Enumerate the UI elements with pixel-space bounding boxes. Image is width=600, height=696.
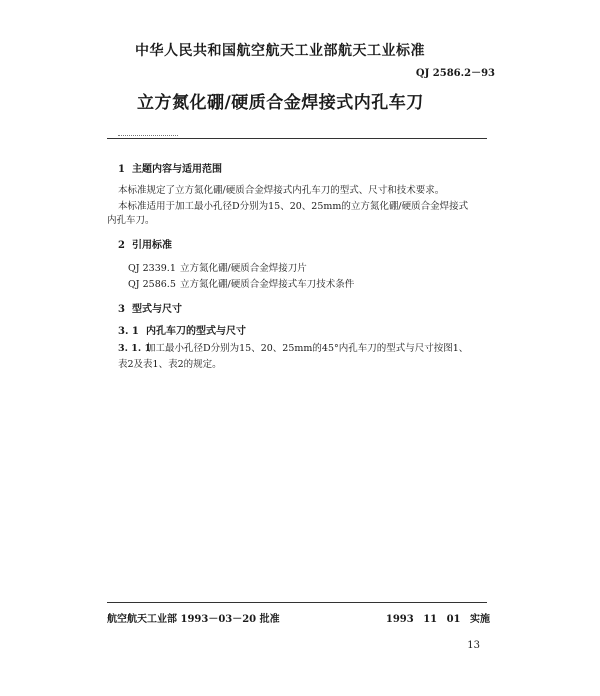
reference-code: QJ 2339.1: [128, 263, 176, 274]
clause-3-1-1-text: 加工最小孔径D分别为15、20、25mm的45°内孔车刀的型式与尺寸按图1、: [146, 343, 469, 354]
section-3-title: 型式与尺寸: [132, 304, 182, 315]
section-2-title: 引用标准: [132, 240, 172, 251]
approval-date: 航空航天工业部 1993－03－20 批准: [107, 614, 280, 625]
section-1-para2-line2: 内孔车刀。: [107, 215, 155, 226]
section-1-para2-line1: 本标准适用于加工最小孔径D分别为15、20、25mm的立方氮化硼/硬质合金焊接式: [118, 201, 469, 212]
section-3-heading: [118, 300, 182, 315]
section-2-number: 2: [118, 240, 125, 251]
reference-title: 立方氮化硼/硬质合金焊接刀片: [180, 263, 307, 274]
page-number: 13: [467, 640, 480, 651]
subsection-3-1-number: 3. 1: [118, 326, 139, 337]
clause-3-1-1-number: 3. 1. 1: [118, 343, 152, 354]
section-1-number: 1: [118, 164, 125, 175]
implementation-date: 1993 11 01 实施: [385, 614, 490, 625]
section-3-number: 3: [118, 304, 125, 315]
subsection-3-1-heading: [118, 322, 246, 337]
section-1-heading: [118, 160, 222, 175]
subsection-3-1-title: 内孔车刀的型式与尺寸: [146, 326, 246, 337]
reference-item: [128, 276, 354, 290]
reference-code: QJ 2586.5: [128, 279, 176, 290]
reference-item: [128, 260, 307, 274]
clause-3-1-1-line1: [118, 340, 468, 354]
section-2-heading: [118, 236, 172, 251]
header-dotted-rule: [118, 135, 178, 136]
footer-rule: [107, 602, 487, 603]
section-1-para1: 本标准规定了立方氮化硼/硬质合金焊接式内孔车刀的型式、尺寸和技术要求。: [118, 185, 445, 196]
section-1-title: 主题内容与适用范围: [132, 164, 222, 175]
clause-3-1-1-line2: 表2及表1、表2的规定。: [118, 359, 222, 370]
reference-title: 立方氮化硼/硬质合金焊接式车刀技术条件: [180, 279, 355, 290]
standard-code: QJ 2586.2－93: [415, 68, 495, 79]
issuing-organization: 中华人民共和国航空航天工业部航天工业标准: [135, 43, 425, 59]
header-rule: [107, 138, 487, 139]
document-title: 立方氮化硼/硬质合金焊接式内孔车刀: [137, 93, 424, 113]
